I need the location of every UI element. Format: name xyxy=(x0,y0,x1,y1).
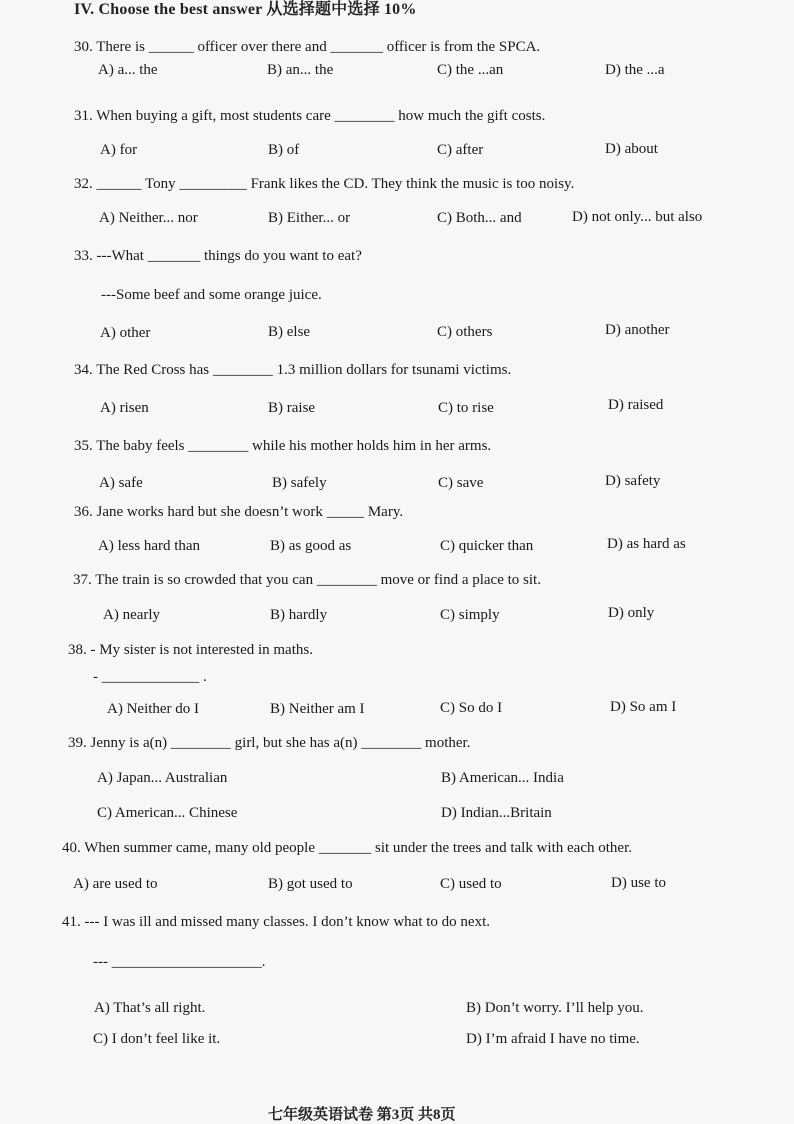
q37-option-c: C) simply xyxy=(440,607,500,623)
q38-option-c: C) So do I xyxy=(440,700,503,716)
q39-option-c: C) American... Chinese xyxy=(97,805,238,821)
q36-option-a: A) less hard than xyxy=(98,538,201,554)
q39-option-a: A) Japan... Australian xyxy=(97,770,228,786)
question-40-stem: 40. When summer came, many old people _______ sit under the trees and talk with each other. xyxy=(62,840,632,856)
q34-option-b: B) raise xyxy=(268,400,316,416)
q39-option-b: B) American... India xyxy=(441,770,564,786)
q38-option-d: D) So am I xyxy=(610,699,677,715)
q31-option-c: C) after xyxy=(437,142,484,158)
q32-option-d: D) not only... but also xyxy=(572,209,703,225)
q30-option-b: B) an... the xyxy=(267,62,334,78)
q36-option-b: B) as good as xyxy=(270,538,352,554)
question-35-stem: 35. The baby feels ________ while his mother holds him in her arms. xyxy=(74,438,492,454)
question-31-stem: 31. When buying a gift, most students care ________ how much the gift costs. xyxy=(74,108,546,124)
q37-option-d: D) only xyxy=(608,605,655,621)
q41-option-d: D) I’m afraid I have no time. xyxy=(466,1031,640,1047)
q33-option-a: A) other xyxy=(100,325,151,341)
question-34-stem: 34. The Red Cross has ________ 1.3 million dollars for tsunami victims. xyxy=(74,362,512,378)
q31-option-b: B) of xyxy=(268,142,300,158)
q33-reply: ---Some beef and some orange juice. xyxy=(101,287,322,303)
q30-option-a: A) a... the xyxy=(98,62,158,78)
q36-option-d: D) as hard as xyxy=(607,536,686,552)
q32-option-a: A) Neither... nor xyxy=(99,210,198,226)
q33-option-b: B) else xyxy=(268,324,311,340)
q35-option-b: B) safely xyxy=(272,475,327,491)
q41-option-c: C) I don’t feel like it. xyxy=(93,1031,221,1047)
question-33-stem: 33. ---What _______ things do you want to eat? xyxy=(74,248,362,264)
q32-option-c: C) Both... and xyxy=(437,210,522,226)
q41-option-a: A) That’s all right. xyxy=(94,1000,206,1016)
q31-option-d: D) about xyxy=(605,141,658,157)
q37-option-a: A) nearly xyxy=(103,607,161,623)
q34-option-a: A) risen xyxy=(100,400,149,416)
q35-option-d: D) safety xyxy=(605,473,661,489)
question-36-stem: 36. Jane works hard but she doesn’t work _____ Mary. xyxy=(74,504,404,520)
q32-option-b: B) Either... or xyxy=(268,210,351,226)
q41-option-b: B) Don’t worry. I’ll help you. xyxy=(466,1000,644,1016)
q36-option-c: C) quicker than xyxy=(440,538,534,554)
q40-option-a: A) are used to xyxy=(73,876,158,892)
q37-option-b: B) hardly xyxy=(270,607,328,623)
question-38-stem: 38. - My sister is not interested in maths. xyxy=(68,642,313,658)
q30-option-c: C) the ...an xyxy=(437,62,504,78)
question-30-stem: 30. There is ______ officer over there and _______ officer is from the SPCA. xyxy=(74,39,541,55)
question-39-stem: 39. Jenny is a(n) ________ girl, but she has a(n) ________ mother. xyxy=(68,735,471,751)
q40-option-b: B) got used to xyxy=(268,876,353,892)
q34-option-d: D) raised xyxy=(608,397,664,413)
section-header: IV. Choose the best answer 从选择题中选择 10% xyxy=(74,1,417,18)
q38-reply: - _____________ . xyxy=(93,669,207,685)
q39-option-d: D) Indian...Britain xyxy=(441,805,552,821)
q38-option-a: A) Neither do I xyxy=(107,701,200,717)
question-37-stem: 37. The train is so crowded that you can ________ move or find a place to sit. xyxy=(73,572,541,588)
page-footer: 七年级英语试卷 第3页 共8页 xyxy=(268,1107,456,1123)
q35-option-a: A) safe xyxy=(99,475,143,491)
q34-option-c: C) to rise xyxy=(438,400,494,416)
q31-option-a: A) for xyxy=(100,142,138,158)
q30-option-d: D) the ...a xyxy=(605,62,665,78)
q38-option-b: B) Neither am I xyxy=(270,701,365,717)
question-41-stem: 41. --- I was ill and missed many classes. I don’t know what to do next. xyxy=(62,914,490,930)
q33-option-c: C) others xyxy=(437,324,493,340)
q33-option-d: D) another xyxy=(605,322,670,338)
q35-option-c: C) save xyxy=(438,475,484,491)
q40-option-c: C) used to xyxy=(440,876,502,892)
question-32-stem: 32. ______ Tony _________ Frank likes the CD. They think the music is too noisy. xyxy=(74,176,575,192)
q41-reply: --- ____________________. xyxy=(93,954,266,970)
q40-option-d: D) use to xyxy=(611,875,666,891)
